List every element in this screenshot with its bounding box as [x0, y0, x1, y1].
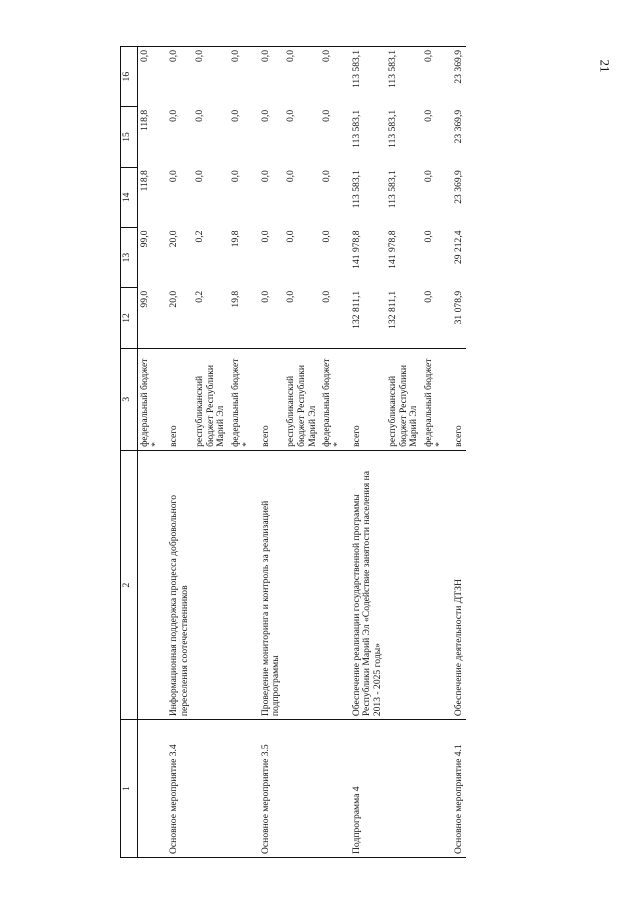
value-cell-16: 0,0 — [255, 47, 284, 107]
row-title-cell: Подпрограмма 4 — [346, 720, 386, 858]
row-title-cell — [138, 720, 164, 858]
value-cell-13: 99,0 — [139, 230, 150, 248]
row-description-cell: Обеспечение деятельности ДТЗН — [448, 450, 467, 719]
table-row — [229, 47, 254, 858]
row-description-cell: Обеспечение реализации государственной программы Республики Марий Эл «Содействие занятости населения на 2013 - 2025 годы» — [346, 450, 386, 719]
table-header-row — [121, 47, 138, 858]
row-description-cell — [138, 450, 164, 719]
row-budget-source-cell: всего — [255, 348, 284, 450]
row-description-cell — [284, 450, 320, 719]
value-cell-12: 132 811,1 — [386, 288, 422, 348]
value-cell-15: 118,8 — [139, 109, 150, 132]
value-cell-12: 99,0 — [138, 288, 164, 348]
table-row — [448, 47, 467, 858]
header-cell: 1 — [121, 720, 138, 858]
row-description-cell — [386, 450, 422, 719]
value-cell-13: 19,8 — [230, 230, 242, 248]
value-cell-15: 0,0 — [230, 109, 242, 122]
value-cell-12: 20,0 — [163, 288, 192, 348]
header-cell: 14 — [121, 167, 138, 227]
value-cell-16: 0,0 — [320, 47, 345, 107]
value-cell-14: 113 583,1 — [350, 170, 362, 209]
value-cell-16: 0,0 — [284, 47, 320, 107]
row-budget-source-cell: федеральный бюджет * — [229, 348, 254, 450]
value-cell-14: 0,0 — [285, 170, 297, 183]
value-cell-12: 132 811,1 — [346, 288, 386, 348]
value-cell-15: 0,0 — [193, 109, 205, 122]
table-row — [386, 47, 422, 858]
row-title-cell: Основное мероприятие 3.4 — [163, 720, 192, 858]
value-cell-16: 23 369,9 — [448, 47, 467, 107]
header-cell: 3 — [121, 348, 138, 450]
value-cell-14: 23 369,9 — [452, 170, 464, 204]
header-cell: 2 — [121, 450, 138, 719]
table-row — [138, 47, 164, 858]
header-cell: 16 — [121, 47, 138, 107]
row-description-cell — [320, 450, 345, 719]
value-cell-13: 0,0 — [259, 230, 271, 243]
row-description-cell — [193, 450, 229, 719]
value-cell-15: 113 583,1 — [350, 109, 362, 148]
row-title-cell — [320, 720, 345, 858]
value-cell-15: 0,0 — [321, 109, 333, 122]
value-cell-14: 0,0 — [423, 170, 435, 183]
rotated-table-container — [120, 46, 580, 858]
header-cell: 13 — [121, 227, 138, 287]
value-cell-13: 141 978,8 — [350, 230, 362, 269]
value-cell-12: 19,8 — [229, 288, 254, 348]
row-description-cell: Проведение мониторинга и контроль за реализацией подпрограммы — [255, 450, 284, 719]
row-title-cell — [229, 720, 254, 858]
row-description-cell: Информационная поддержка процесса добровольного переселения соотечественников — [163, 450, 192, 719]
table-row — [163, 47, 192, 858]
row-title-cell: Основное мероприятие 4.1 — [448, 720, 467, 858]
value-cell-12: 0,2 — [193, 288, 229, 348]
row-budget-source-cell: федеральный бюджет * — [422, 348, 447, 450]
row-budget-source-cell: всего — [163, 348, 192, 450]
row-title-cell: Основное мероприятие 3.5 — [255, 720, 284, 858]
value-cell-13: 0,2 — [193, 230, 205, 243]
value-cell-16: 0,0 — [229, 47, 254, 107]
value-cell-12: 0,0 — [284, 288, 320, 348]
row-title-cell — [386, 720, 422, 858]
value-cell-12: 31 078,9 — [448, 288, 467, 348]
row-title-cell — [193, 720, 229, 858]
value-cell-13: 0,0 — [423, 230, 435, 243]
row-budget-source-cell: республиканский бюджет Республики Марий Эл — [386, 348, 422, 450]
value-cell-15: 113 583,1 — [386, 109, 398, 148]
value-cell-16: 113 583,1 — [386, 47, 422, 107]
value-cell-13: 141 978,8 — [386, 230, 398, 269]
table-row — [284, 47, 320, 858]
row-budget-source-cell: федеральный бюджет * — [320, 348, 345, 450]
row-title-cell — [284, 720, 320, 858]
value-cell-16: 0,0 — [163, 47, 192, 107]
value-cell-15: 0,0 — [259, 109, 271, 122]
value-cell-15: 0,0 — [168, 109, 180, 122]
value-cell-12: 0,0 — [422, 288, 447, 348]
table-row — [193, 47, 229, 858]
value-cell-13: 20,0 — [168, 230, 180, 248]
row-budget-source-cell: республиканский бюджет Республики Марий Эл — [284, 348, 320, 450]
value-cell-16: 113 583,1 — [346, 47, 386, 107]
page-number: 21 — [597, 59, 613, 73]
value-cell-16: 0,0 — [138, 47, 164, 107]
value-cell-13: 0,0 — [321, 230, 333, 243]
value-cell-14: 118,8 — [139, 170, 150, 192]
value-cell-15: 23 369,9 — [452, 109, 464, 144]
header-cell: 12 — [121, 288, 138, 348]
row-description-cell — [422, 450, 447, 719]
value-cell-14: 0,0 — [168, 170, 180, 183]
header-cell: 15 — [121, 107, 138, 167]
value-cell-14: 0,0 — [259, 170, 271, 183]
value-cell-14: 113 583,1 — [386, 170, 398, 209]
table-row — [255, 47, 284, 858]
budget-table — [120, 46, 466, 858]
row-budget-source-cell: республиканский бюджет Республики Марий Эл — [193, 348, 229, 450]
row-budget-source-cell: всего — [448, 348, 467, 450]
row-description-cell — [229, 450, 254, 719]
value-cell-14: 0,0 — [193, 170, 205, 183]
table-row — [422, 47, 447, 858]
value-cell-12: 0,0 — [255, 288, 284, 348]
value-cell-14: 0,0 — [321, 170, 333, 183]
value-cell-13: 0,0 — [285, 230, 297, 243]
value-cell-16: 0,0 — [193, 47, 229, 107]
value-cell-15: 0,0 — [423, 109, 435, 122]
table-row — [320, 47, 345, 858]
row-budget-source-cell: всего — [346, 348, 386, 450]
value-cell-12: 0,0 — [320, 288, 345, 348]
value-cell-14: 0,0 — [230, 170, 242, 183]
value-cell-15: 0,0 — [285, 109, 297, 122]
table-row — [346, 47, 386, 858]
row-title-cell — [422, 720, 447, 858]
value-cell-16: 0,0 — [422, 47, 447, 107]
value-cell-13: 29 212,4 — [452, 230, 464, 265]
row-budget-source-cell: федеральный бюджет * — [138, 348, 164, 450]
